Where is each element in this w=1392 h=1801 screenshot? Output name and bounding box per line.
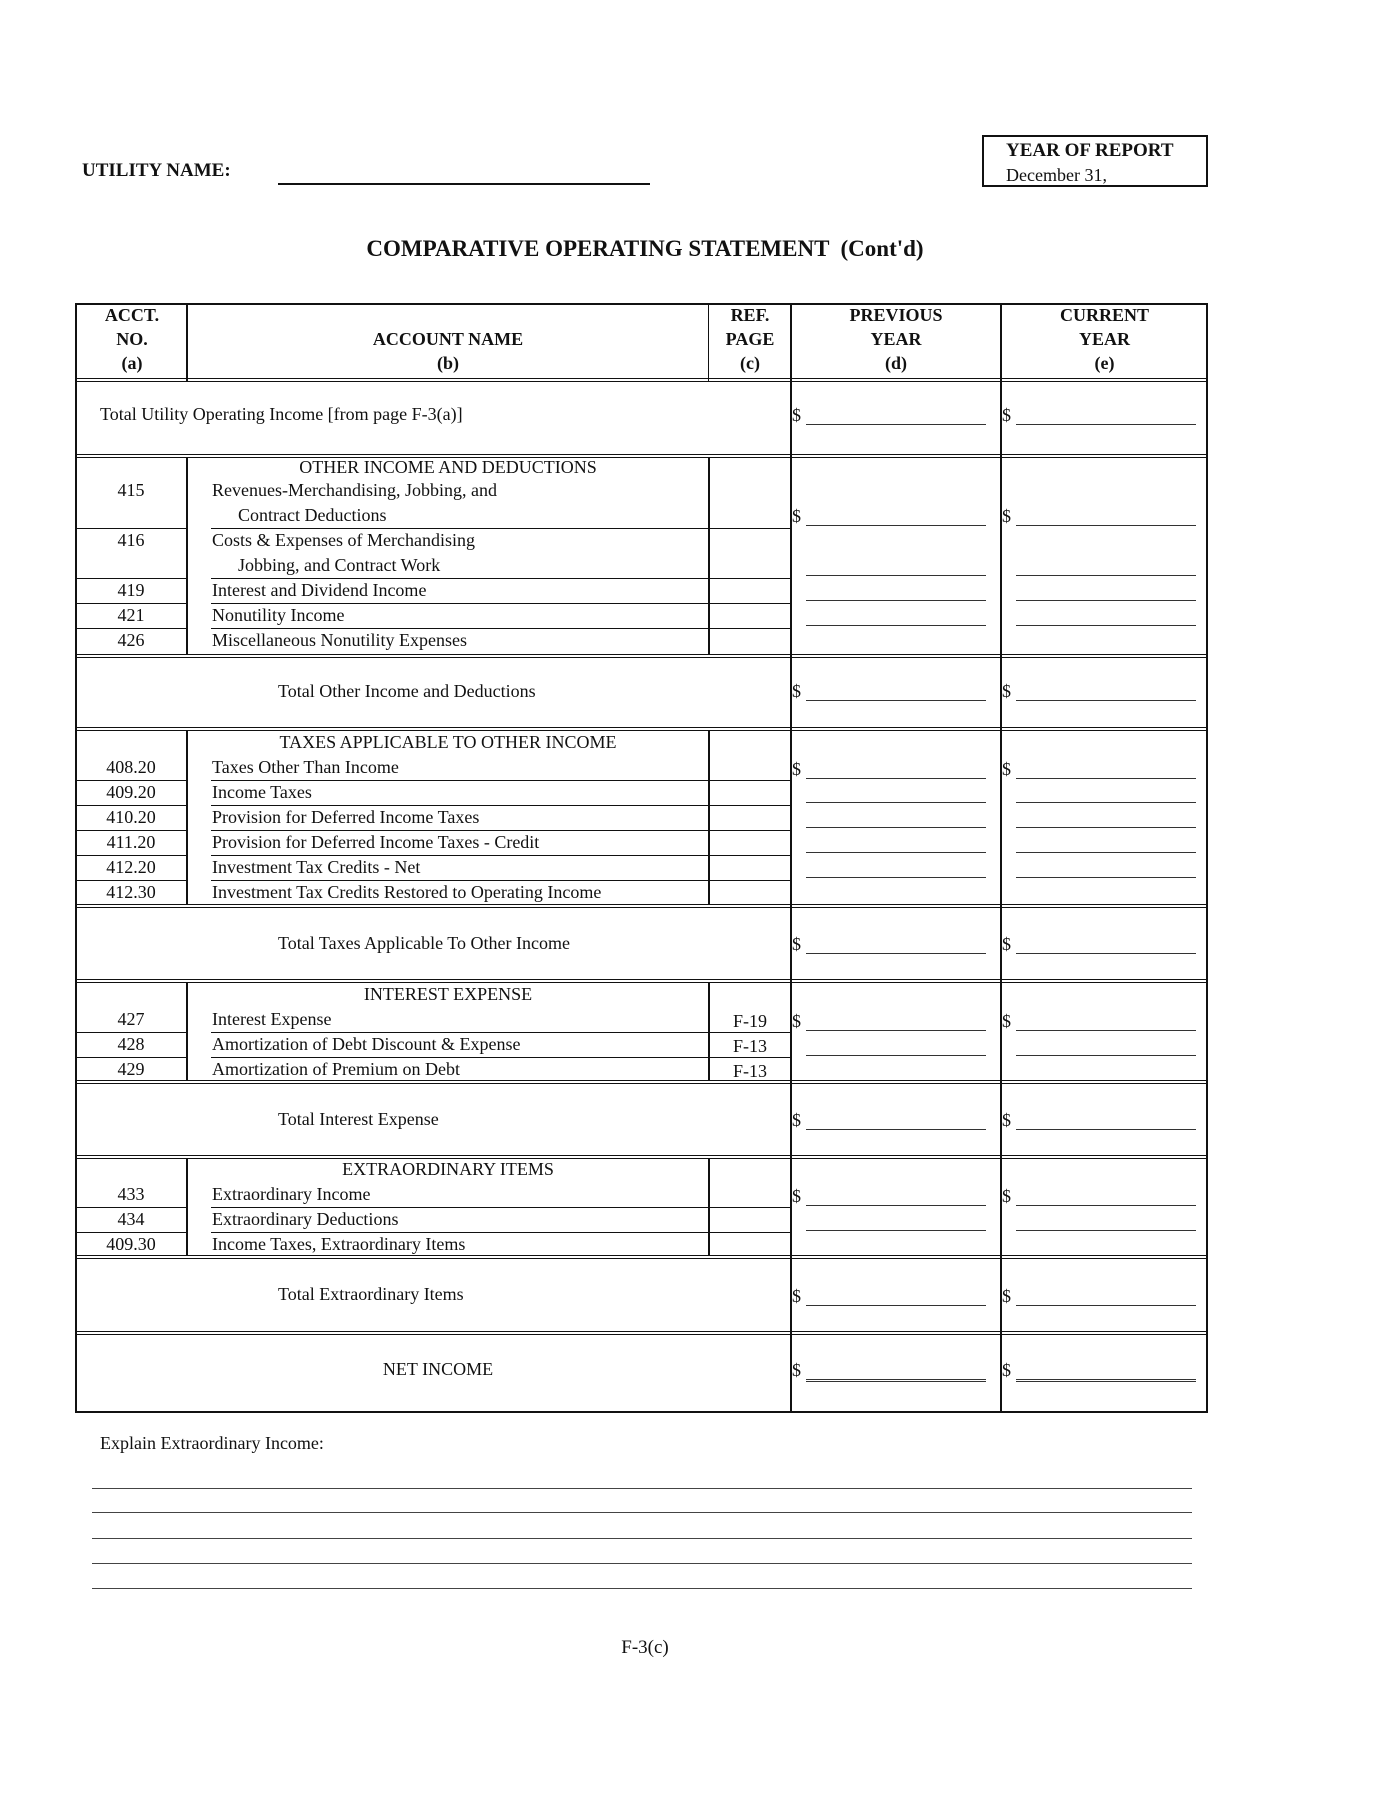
dollar-sign: $ xyxy=(792,506,801,526)
acct-408-20-current-year-amount[interactable] xyxy=(1016,778,1196,779)
grid-line xyxy=(75,907,1208,908)
dollar-sign: $ xyxy=(1002,1286,1011,1306)
grid-line xyxy=(708,730,710,904)
prev-header-line1: PREVIOUS xyxy=(849,305,943,325)
account-name-428: Amortization of Debt Discount & Expense xyxy=(212,1034,521,1054)
acct-410-20: 410.20 xyxy=(106,807,156,827)
acct-411-20-previous-year-amount[interactable] xyxy=(806,852,986,853)
grid-line xyxy=(75,1331,1208,1332)
net-income-label: NET INCOME xyxy=(382,1359,494,1379)
dollar-sign: $ xyxy=(1002,681,1011,701)
dollar-sign: $ xyxy=(1002,759,1011,779)
utility-name-label: UTILITY NAME: xyxy=(82,160,231,181)
explain-line-4[interactable] xyxy=(92,1563,1192,1564)
section-heading-extraordinary-items: EXTRAORDINARY ITEMS xyxy=(342,1159,554,1179)
acct-410-20-previous-year-amount[interactable] xyxy=(806,827,986,828)
year-of-report-box xyxy=(982,135,1208,187)
acct-409-20-previous-year-amount[interactable] xyxy=(806,802,986,803)
year-of-report-label: YEAR OF REPORT xyxy=(1006,140,1174,161)
acct-434: 434 xyxy=(117,1209,145,1229)
curr-header-line1: CURRENT xyxy=(1059,305,1149,325)
name-header-line1: ACCOUNT NAME xyxy=(372,329,524,349)
acct-412-20-previous-year-amount[interactable] xyxy=(806,877,986,878)
ref-header-line2: PAGE xyxy=(725,329,775,349)
dollar-sign: $ xyxy=(1002,405,1011,425)
acct-415-current-year-amount[interactable] xyxy=(1016,525,1196,526)
grid-line xyxy=(186,457,188,654)
acct-427-current-year-amount[interactable] xyxy=(1016,1030,1196,1031)
acct-415: 415 xyxy=(117,480,145,500)
acct-419-previous-year-amount[interactable] xyxy=(806,600,986,601)
acct-416-current-year-amount[interactable] xyxy=(1016,575,1196,576)
account-name-409-30: Income Taxes, Extraordinary Items xyxy=(212,1234,466,1254)
acct-410-20-current-year-amount[interactable] xyxy=(1016,827,1196,828)
acct-416: 416 xyxy=(117,530,145,550)
grid-line xyxy=(75,727,1208,728)
acct-428-current-year-amount[interactable] xyxy=(1016,1055,1196,1056)
dollar-sign: $ xyxy=(1002,506,1011,526)
curr-header-line3: (e) xyxy=(1094,353,1115,373)
column-header-name xyxy=(188,327,708,375)
total-utility-operating-income-label: Total Utility Operating Income [from page F-3(a)] xyxy=(100,404,463,424)
grid-line xyxy=(708,628,790,629)
dollar-sign: $ xyxy=(1002,1360,1011,1380)
acct-419-current-year-amount[interactable] xyxy=(1016,600,1196,601)
acct-415-previous-year-amount[interactable] xyxy=(806,525,986,526)
acct-421-current-year-amount[interactable] xyxy=(1016,625,1196,626)
account-name-416-line1: Costs & Expenses of Merchandising xyxy=(212,530,475,550)
acct-416-previous-year-amount[interactable] xyxy=(806,575,986,576)
grid-line xyxy=(708,303,709,381)
ref-header-line3: (c) xyxy=(740,353,760,373)
acct-421-previous-year-amount[interactable] xyxy=(806,625,986,626)
section-heading-interest-expense: INTEREST EXPENSE xyxy=(363,984,533,1004)
grid-line xyxy=(708,1207,790,1208)
grid-line xyxy=(75,381,1208,382)
grid-line xyxy=(75,1083,1208,1084)
dollar-sign: $ xyxy=(1002,1110,1011,1130)
total-utility-operating-income-current-year-amount[interactable] xyxy=(1016,424,1196,425)
grid-line xyxy=(75,979,1208,980)
account-name-427: Interest Expense xyxy=(212,1009,332,1029)
net-income-current-year-amount[interactable] xyxy=(1016,1379,1196,1382)
grid-line xyxy=(708,578,790,579)
acct-428: 428 xyxy=(117,1034,145,1054)
dollar-sign: $ xyxy=(1002,1186,1011,1206)
account-name-408-20: Taxes Other Than Income xyxy=(212,757,399,777)
account-name-426: Miscellaneous Nonutility Expenses xyxy=(212,630,467,650)
grid-line xyxy=(708,528,790,529)
total-extraordinary-items-previous-year-amount[interactable] xyxy=(806,1305,986,1306)
acct-412-30: 412.30 xyxy=(106,882,156,902)
prev-header-line3: (d) xyxy=(885,353,907,373)
grid-line xyxy=(75,657,1208,658)
acct-434-current-year-amount[interactable] xyxy=(1016,1230,1196,1231)
dollar-sign: $ xyxy=(792,1186,801,1206)
total-other-income-label: Total Other Income and Deductions xyxy=(278,681,536,701)
explain-line-5[interactable] xyxy=(92,1588,1192,1589)
grid-line xyxy=(75,1334,1208,1335)
acct-428-previous-year-amount[interactable] xyxy=(806,1055,986,1056)
total-other-income-previous-year-amount[interactable] xyxy=(806,700,986,701)
acct-421: 421 xyxy=(117,605,145,625)
explain-line-1[interactable] xyxy=(92,1488,1192,1489)
acct-412-20: 412.20 xyxy=(106,857,156,877)
explain-extraordinary-income-label: Explain Extraordinary Income: xyxy=(100,1433,324,1453)
dollar-sign: $ xyxy=(1002,1011,1011,1031)
acct-433-current-year-amount[interactable] xyxy=(1016,1205,1196,1206)
account-name-416-line2: Jobbing, and Contract Work xyxy=(238,555,441,575)
account-name-409-20: Income Taxes xyxy=(212,782,312,802)
account-name-411-20: Provision for Deferred Income Taxes - Credit xyxy=(212,832,540,852)
total-interest-expense-label: Total Interest Expense xyxy=(278,1109,439,1129)
dollar-sign: $ xyxy=(792,934,801,954)
account-name-429: Amortization of Premium on Debt xyxy=(212,1059,460,1079)
total-other-income-current-year-amount[interactable] xyxy=(1016,700,1196,701)
grid-line xyxy=(75,1155,1208,1156)
account-name-434: Extraordinary Deductions xyxy=(212,1209,399,1229)
page-title: COMPARATIVE OPERATING STATEMENT (Cont'd) xyxy=(366,236,924,261)
account-name-415-line1: Revenues-Merchandising, Jobbing, and xyxy=(212,480,497,500)
grid-line xyxy=(708,880,790,881)
acct-header-line2: NO. xyxy=(116,329,148,349)
grid-line xyxy=(75,1258,1208,1259)
total-extraordinary-items-current-year-amount[interactable] xyxy=(1016,1305,1196,1306)
total-interest-expense-current-year-amount[interactable] xyxy=(1016,1129,1196,1130)
acct-427: 427 xyxy=(117,1009,145,1029)
dollar-sign: $ xyxy=(792,1360,801,1380)
dollar-sign: $ xyxy=(792,681,801,701)
account-name-419: Interest and Dividend Income xyxy=(212,580,427,600)
total-taxes-other-income-previous-year-amount[interactable] xyxy=(806,953,986,954)
total-utility-operating-income-previous-year-amount[interactable] xyxy=(806,424,986,425)
ref-header-line1: REF. xyxy=(730,305,770,325)
column-header-acct xyxy=(77,303,187,375)
acct-412-20-current-year-amount[interactable] xyxy=(1016,877,1196,878)
acct-429: 429 xyxy=(117,1059,145,1079)
grid-line xyxy=(75,654,1208,655)
account-name-421: Nonutility Income xyxy=(212,605,345,625)
dollar-sign: $ xyxy=(1002,934,1011,954)
page-number: F-3(c) xyxy=(621,1637,669,1658)
utility-name-field[interactable] xyxy=(278,183,650,185)
total-taxes-other-income-label: Total Taxes Applicable To Other Income xyxy=(278,933,570,953)
acct-426: 426 xyxy=(117,630,145,650)
prev-header-line2: YEAR xyxy=(870,329,922,349)
acct-408-20: 408.20 xyxy=(106,757,156,777)
ref-page-428: F-13 xyxy=(732,1036,767,1056)
grid-line xyxy=(75,378,1208,379)
grid-line xyxy=(708,780,790,781)
dollar-sign: $ xyxy=(792,1110,801,1130)
ref-page-427: F-19 xyxy=(732,1011,767,1031)
column-header-current-year xyxy=(1002,303,1207,375)
section-heading-other-income: OTHER INCOME AND DEDUCTIONS xyxy=(299,457,597,477)
total-extraordinary-items-label: Total Extraordinary Items xyxy=(278,1284,464,1304)
acct-433-previous-year-amount[interactable] xyxy=(806,1205,986,1206)
column-header-previous-year xyxy=(792,303,1000,375)
account-name-433: Extraordinary Income xyxy=(212,1184,371,1204)
year-of-report-value: December 31, xyxy=(1006,165,1107,185)
dollar-sign: $ xyxy=(792,759,801,779)
section-heading-taxes-other-income: TAXES APPLICABLE TO OTHER INCOME xyxy=(279,732,617,752)
grid-line xyxy=(186,730,188,904)
name-header-line2: (b) xyxy=(437,353,459,373)
acct-408-20-previous-year-amount[interactable] xyxy=(806,778,986,779)
grid-line xyxy=(708,1232,790,1233)
acct-header-line3: (a) xyxy=(121,353,143,373)
acct-409-30: 409.30 xyxy=(106,1234,156,1254)
account-name-415-line2: Contract Deductions xyxy=(238,505,387,525)
ref-page-429: F-13 xyxy=(732,1061,767,1081)
curr-header-line2: YEAR xyxy=(1078,329,1130,349)
acct-411-20-current-year-amount[interactable] xyxy=(1016,852,1196,853)
net-income-previous-year-amount[interactable] xyxy=(806,1379,986,1382)
acct-409-20: 409.20 xyxy=(106,782,156,802)
explain-line-3[interactable] xyxy=(92,1538,1192,1539)
acct-header-line1: ACCT. xyxy=(104,305,160,325)
total-interest-expense-previous-year-amount[interactable] xyxy=(806,1129,986,1130)
dollar-sign: $ xyxy=(792,1286,801,1306)
account-name-410-20: Provision for Deferred Income Taxes xyxy=(212,807,480,827)
grid-line xyxy=(708,603,790,604)
grid-line xyxy=(1000,303,1002,1413)
dollar-sign: $ xyxy=(792,405,801,425)
grid-line xyxy=(708,855,790,856)
acct-409-20-current-year-amount[interactable] xyxy=(1016,802,1196,803)
grid-line xyxy=(790,303,792,1413)
acct-419: 419 xyxy=(117,580,145,600)
acct-427-previous-year-amount[interactable] xyxy=(806,1030,986,1031)
acct-433: 433 xyxy=(117,1184,145,1204)
total-taxes-other-income-current-year-amount[interactable] xyxy=(1016,953,1196,954)
acct-411-20: 411.20 xyxy=(106,832,156,852)
grid-line xyxy=(708,457,710,654)
explain-line-2[interactable] xyxy=(92,1512,1192,1513)
grid-line xyxy=(708,805,790,806)
dollar-sign: $ xyxy=(792,1011,801,1031)
acct-434-previous-year-amount[interactable] xyxy=(806,1230,986,1231)
account-name-412-20: Investment Tax Credits - Net xyxy=(212,857,421,877)
grid-line xyxy=(708,830,790,831)
column-header-ref xyxy=(710,303,790,375)
account-name-412-30: Investment Tax Credits Restored to Operating Income xyxy=(212,882,602,902)
